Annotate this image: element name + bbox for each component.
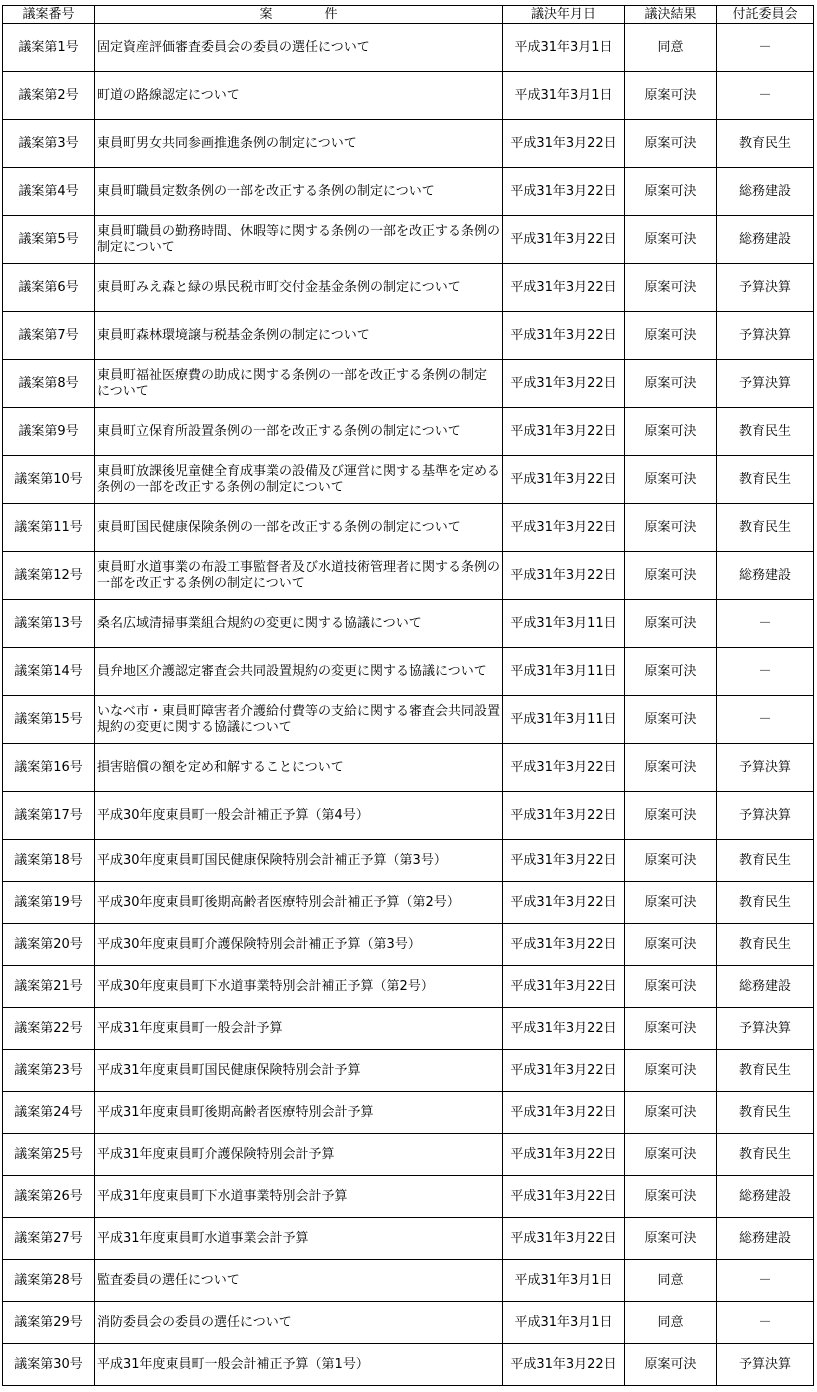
resolution-result: 原案可決 (625, 744, 717, 792)
referred-committee: 総務建設 (717, 966, 814, 1008)
bill-title: 東員町放課後児童健全育成事業の設備及び運営に関する基準を定める条例の一部を改正する条例の制定について (95, 456, 503, 504)
bill-title: 東員町森林環境譲与税基金条例の制定について (95, 312, 503, 360)
table-row (3, 696, 814, 744)
table-row (3, 744, 814, 792)
referred-committee: 教育民生 (717, 408, 814, 456)
resolution-date: 平成31年3月22日 (503, 966, 625, 1008)
resolution-result: 同意 (625, 1260, 717, 1302)
resolution-result: 原案可決 (625, 1050, 717, 1092)
table-row (3, 840, 814, 882)
resolution-result: 原案可決 (625, 792, 717, 840)
bill-number: 議案第11号 (3, 504, 95, 552)
resolution-date: 平成31年3月22日 (503, 120, 625, 168)
table-row (3, 1092, 814, 1134)
resolution-date: 平成31年3月1日 (503, 24, 625, 72)
resolution-date: 平成31年3月1日 (503, 72, 625, 120)
bill-number: 議案第9号 (3, 408, 95, 456)
referred-committee: 予算決算 (717, 264, 814, 312)
resolution-result: 原案可決 (625, 1134, 717, 1176)
bill-number: 議案第28号 (3, 1260, 95, 1302)
bill-title: 平成31年度東員町一般会計予算 (95, 1008, 503, 1050)
referred-committee: 総務建設 (717, 1218, 814, 1260)
referred-committee: 教育民生 (717, 1092, 814, 1134)
resolution-result: 原案可決 (625, 1344, 717, 1386)
resolution-result: 原案可決 (625, 312, 717, 360)
referred-committee: 予算決算 (717, 312, 814, 360)
resolution-date: 平成31年3月22日 (503, 1092, 625, 1134)
resolution-result: 原案可決 (625, 966, 717, 1008)
referred-committee: 予算決算 (717, 360, 814, 408)
referred-committee: 総務建設 (717, 168, 814, 216)
table-row (3, 1302, 814, 1344)
table-row (3, 312, 814, 360)
table-row (3, 456, 814, 504)
bill-number: 議案第15号 (3, 696, 95, 744)
resolution-date: 平成31年3月11日 (503, 600, 625, 648)
bill-number: 議案第2号 (3, 72, 95, 120)
table-row (3, 216, 814, 264)
referred-committee: 予算決算 (717, 792, 814, 840)
bill-title: 東員町立保育所設置条例の一部を改正する条例の制定について (95, 408, 503, 456)
resolution-result: 原案可決 (625, 264, 717, 312)
table-row (3, 552, 814, 600)
bill-title: 損害賠償の額を定め和解することについて (95, 744, 503, 792)
resolution-date: 平成31年3月22日 (503, 1134, 625, 1176)
bill-title: 平成31年度東員町国民健康保険特別会計予算 (95, 1050, 503, 1092)
bill-title: 固定資産評価審査委員会の委員の選任について (95, 24, 503, 72)
resolution-date: 平成31年3月11日 (503, 648, 625, 696)
header-result: 議決結果 (625, 6, 717, 24)
bill-title: 消防委員会の委員の選任について (95, 1302, 503, 1344)
table-row (3, 1050, 814, 1092)
resolution-result: 原案可決 (625, 456, 717, 504)
bill-title: 平成31年度東員町一般会計補正予算（第1号） (95, 1344, 503, 1386)
referred-committee: 教育民生 (717, 1050, 814, 1092)
resolution-result: 原案可決 (625, 648, 717, 696)
referred-committee: 教育民生 (717, 456, 814, 504)
resolution-result: 原案可決 (625, 696, 717, 744)
bill-number: 議案第23号 (3, 1050, 95, 1092)
resolution-result: 同意 (625, 1302, 717, 1344)
referred-committee: 教育民生 (717, 504, 814, 552)
referred-committee: － (717, 1260, 814, 1302)
resolution-date: 平成31年3月22日 (503, 360, 625, 408)
table-body (3, 24, 814, 1386)
resolution-result: 原案可決 (625, 216, 717, 264)
bill-title: 東員町福祉医療費の助成に関する条例の一部を改正する条例の制定について (95, 360, 503, 408)
resolution-date: 平成31年3月22日 (503, 792, 625, 840)
bill-number: 議案第29号 (3, 1302, 95, 1344)
resolution-date: 平成31年3月22日 (503, 1008, 625, 1050)
resolution-date: 平成31年3月22日 (503, 216, 625, 264)
bill-number: 議案第14号 (3, 648, 95, 696)
referred-committee: 総務建設 (717, 216, 814, 264)
header-number: 議案番号 (3, 6, 95, 24)
bill-number: 議案第10号 (3, 456, 95, 504)
resolution-date: 平成31年3月22日 (503, 924, 625, 966)
bill-title: 東員町職員の勤務時間、休暇等に関する条例の一部を改正する条例の制定について (95, 216, 503, 264)
bill-title: 平成31年度東員町後期高齢者医療特別会計予算 (95, 1092, 503, 1134)
table-row (3, 924, 814, 966)
referred-committee: － (717, 72, 814, 120)
referred-committee: 予算決算 (717, 1344, 814, 1386)
resolution-result: 原案可決 (625, 408, 717, 456)
resolution-date: 平成31年3月22日 (503, 882, 625, 924)
table-row (3, 264, 814, 312)
resolution-date: 平成31年3月22日 (503, 1344, 625, 1386)
resolution-result: 原案可決 (625, 1176, 717, 1218)
bill-title: 東員町国民健康保険条例の一部を改正する条例の制定について (95, 504, 503, 552)
header-title: 案 件 (95, 6, 503, 24)
referred-committee: 予算決算 (717, 1008, 814, 1050)
bill-number: 議案第24号 (3, 1092, 95, 1134)
bill-number: 議案第7号 (3, 312, 95, 360)
bill-number: 議案第19号 (3, 882, 95, 924)
bill-title: 平成31年度東員町水道事業会計予算 (95, 1218, 503, 1260)
table-row (3, 1134, 814, 1176)
bill-number: 議案第8号 (3, 360, 95, 408)
referred-committee: 教育民生 (717, 1134, 814, 1176)
bill-number: 議案第1号 (3, 24, 95, 72)
table-row (3, 1260, 814, 1302)
table-row (3, 360, 814, 408)
bills-table (2, 5, 814, 1386)
referred-committee: 総務建設 (717, 1176, 814, 1218)
resolution-date: 平成31年3月22日 (503, 408, 625, 456)
resolution-result: 原案可決 (625, 600, 717, 648)
table-row (3, 1176, 814, 1218)
bill-number: 議案第30号 (3, 1344, 95, 1386)
resolution-date: 平成31年3月22日 (503, 456, 625, 504)
resolution-date: 平成31年3月1日 (503, 1260, 625, 1302)
resolution-date: 平成31年3月22日 (503, 1218, 625, 1260)
resolution-date: 平成31年3月22日 (503, 552, 625, 600)
table-row (3, 408, 814, 456)
resolution-result: 原案可決 (625, 120, 717, 168)
header-date: 議決年月日 (503, 6, 625, 24)
resolution-date: 平成31年3月22日 (503, 504, 625, 552)
bill-number: 議案第5号 (3, 216, 95, 264)
resolution-result: 原案可決 (625, 1092, 717, 1134)
table-row (3, 120, 814, 168)
resolution-result: 原案可決 (625, 168, 717, 216)
resolution-result: 原案可決 (625, 72, 717, 120)
bill-number: 議案第6号 (3, 264, 95, 312)
referred-committee: － (717, 648, 814, 696)
table-row (3, 600, 814, 648)
bill-number: 議案第16号 (3, 744, 95, 792)
bill-number: 議案第4号 (3, 168, 95, 216)
bill-number: 議案第18号 (3, 840, 95, 882)
referred-committee: － (717, 1302, 814, 1344)
resolution-date: 平成31年3月22日 (503, 312, 625, 360)
table-row (3, 966, 814, 1008)
bill-title: 桑名広域清掃事業組合規約の変更に関する協議について (95, 600, 503, 648)
resolution-date: 平成31年3月22日 (503, 1050, 625, 1092)
bill-number: 議案第22号 (3, 1008, 95, 1050)
referred-committee: 教育民生 (717, 924, 814, 966)
bill-number: 議案第20号 (3, 924, 95, 966)
bill-title: 監査委員の選任について (95, 1260, 503, 1302)
bill-number: 議案第21号 (3, 966, 95, 1008)
resolution-date: 平成31年3月11日 (503, 696, 625, 744)
resolution-result: 原案可決 (625, 924, 717, 966)
bill-title: 平成31年度東員町介護保険特別会計予算 (95, 1134, 503, 1176)
bill-number: 議案第27号 (3, 1218, 95, 1260)
table-row (3, 1008, 814, 1050)
resolution-date: 平成31年3月22日 (503, 1176, 625, 1218)
bill-title: 町道の路線認定について (95, 72, 503, 120)
referred-committee: 予算決算 (717, 744, 814, 792)
bill-title: 平成30年度東員町下水道事業特別会計補正予算（第2号） (95, 966, 503, 1008)
referred-committee: － (717, 24, 814, 72)
resolution-result: 原案可決 (625, 1218, 717, 1260)
bill-title: いなべ市・東員町障害者介護給付費等の支給に関する審査会共同設置規約の変更に関する協議について (95, 696, 503, 744)
resolution-result: 原案可決 (625, 360, 717, 408)
bill-number: 議案第17号 (3, 792, 95, 840)
resolution-date: 平成31年3月22日 (503, 744, 625, 792)
referred-committee: － (717, 600, 814, 648)
referred-committee: 教育民生 (717, 840, 814, 882)
bill-title: 東員町職員定数条例の一部を改正する条例の制定について (95, 168, 503, 216)
bill-title: 平成30年度東員町一般会計補正予算（第4号） (95, 792, 503, 840)
resolution-date: 平成31年3月22日 (503, 168, 625, 216)
resolution-result: 原案可決 (625, 504, 717, 552)
resolution-result: 原案可決 (625, 882, 717, 924)
table-row (3, 792, 814, 840)
table-row (3, 504, 814, 552)
resolution-date: 平成31年3月22日 (503, 264, 625, 312)
bill-title: 東員町男女共同参画推進条例の制定について (95, 120, 503, 168)
referred-committee: － (717, 696, 814, 744)
bill-number: 議案第25号 (3, 1134, 95, 1176)
table-row (3, 1218, 814, 1260)
resolution-result: 原案可決 (625, 552, 717, 600)
header-row (3, 6, 814, 24)
bill-number: 議案第26号 (3, 1176, 95, 1218)
bill-title: 平成30年度東員町介護保険特別会計補正予算（第3号） (95, 924, 503, 966)
referred-committee: 総務建設 (717, 552, 814, 600)
table-row (3, 24, 814, 72)
table-row (3, 168, 814, 216)
bill-title: 東員町水道事業の布設工事監督者及び水道技術管理者に関する条例の一部を改正する条例の制定について (95, 552, 503, 600)
bill-title: 平成30年度東員町国民健康保険特別会計補正予算（第3号） (95, 840, 503, 882)
table-row (3, 882, 814, 924)
bill-title: 東員町みえ森と緑の県民税市町交付金基金条例の制定について (95, 264, 503, 312)
resolution-result: 原案可決 (625, 1008, 717, 1050)
bill-title: 平成30年度東員町後期高齢者医療特別会計補正予算（第2号） (95, 882, 503, 924)
table-row (3, 1344, 814, 1386)
bill-number: 議案第13号 (3, 600, 95, 648)
bill-title: 員弁地区介護認定審査会共同設置規約の変更に関する協議について (95, 648, 503, 696)
resolution-result: 原案可決 (625, 840, 717, 882)
table-row (3, 648, 814, 696)
bill-number: 議案第12号 (3, 552, 95, 600)
bill-number: 議案第3号 (3, 120, 95, 168)
header-committee: 付託委員会 (717, 6, 814, 24)
referred-committee: 教育民生 (717, 120, 814, 168)
resolution-date: 平成31年3月22日 (503, 840, 625, 882)
resolution-date: 平成31年3月1日 (503, 1302, 625, 1344)
referred-committee: 教育民生 (717, 882, 814, 924)
table-row (3, 72, 814, 120)
bill-title: 平成31年度東員町下水道事業特別会計予算 (95, 1176, 503, 1218)
resolution-result: 同意 (625, 24, 717, 72)
